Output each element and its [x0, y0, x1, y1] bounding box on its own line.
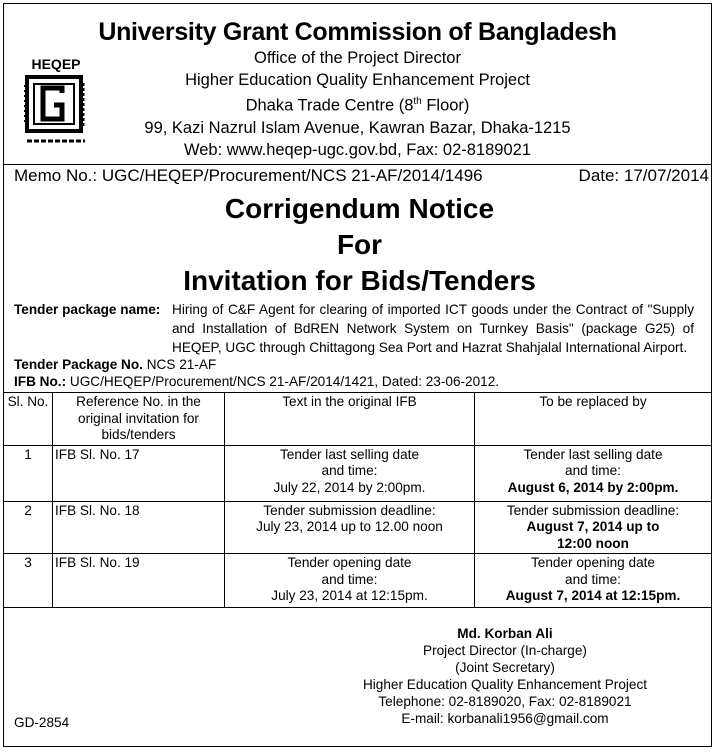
row-reference: IFB Sl. No. 18	[53, 501, 225, 554]
repl-line: Tender opening date	[531, 555, 655, 570]
signatory-project: Higher Education Quality Enhancement Project	[362, 677, 648, 692]
row-reference: IFB Sl. No. 17	[53, 445, 225, 501]
table-row	[4, 445, 712, 501]
repl-line-bold: August 7, 2014 at 12:15pm.	[505, 588, 681, 603]
repl-line-bold: August 6, 2014 by 2:00pm.	[507, 479, 679, 495]
package-name-text: Hiring of C&F Agent for clearing of imported ICT goods under the Contract of "Supply and Installation of BdREN Network System on Turnkey Basis" (package G25) of HEQEP, UGC through Chittagong Sea Port and Hazrat Shahjalal International Airport.	[172, 302, 694, 355]
package-no-value: NCS 21-AF	[142, 357, 217, 372]
gd-code: GD-2854	[14, 715, 70, 730]
row-original-text	[225, 445, 475, 501]
institution-title: University Grant Commission of Bangladesh	[98, 18, 617, 46]
orig-line: July 22, 2014 by 2:00pm.	[273, 479, 426, 495]
signature-block	[340, 625, 670, 727]
location-sup: th	[413, 96, 422, 107]
notice-for: For	[336, 229, 383, 260]
header-reference: Reference No. in the original invitation for bids/tenders	[53, 393, 225, 446]
memo-date: Date: 17/07/2014	[578, 166, 709, 185]
location-prefix: Dhaka Trade Centre (8	[245, 96, 414, 115]
corrigendum-table	[3, 392, 712, 608]
signatory-title: Project Director (In-charge)	[423, 643, 587, 658]
orig-line: and time:	[321, 571, 378, 587]
repl-line: and time:	[565, 463, 621, 478]
row-sl: 1	[4, 445, 53, 501]
orig-line: Tender last selling date	[279, 446, 420, 462]
row-reference: IFB Sl. No. 19	[53, 554, 225, 608]
repl-line: and time:	[565, 571, 621, 587]
repl-line: Tender submission deadline:	[506, 502, 680, 518]
ifb-value: UGC/HEQEP/Procurement/NCS 21-AF/2014/1421, Dated: 23-06-2012.	[66, 374, 500, 389]
office-line: Office of the Project Director	[254, 49, 461, 67]
orig-line: and time:	[321, 463, 378, 478]
location-suffix: Floor)	[421, 96, 470, 115]
orig-line: Tender opening date	[287, 555, 412, 570]
notice-subtitle: Invitation for Bids/Tenders	[183, 265, 536, 296]
row-original-text	[225, 554, 475, 608]
row-replacement	[475, 554, 712, 608]
letterhead-text	[3, 17, 712, 161]
memo-number: Memo No.: UGC/HEQEP/Procurement/NCS 21-AF/2014/1496	[14, 166, 483, 185]
orig-line: July 23, 2014 at 12:15pm.	[271, 588, 428, 603]
row-original-text	[225, 501, 475, 554]
address-line: 99, Kazi Nazrul Islam Avenue, Kawran Bazar, Dhaka-1215	[144, 118, 571, 137]
row-sl: 3	[4, 554, 53, 608]
project-line: Higher Education Quality Enhancement Project	[185, 71, 530, 89]
tender-package-number	[14, 357, 216, 372]
location-line	[3, 91, 712, 117]
package-no-label: Tender Package No.	[14, 357, 143, 372]
repl-line-bold: 12:00 noon	[557, 535, 629, 551]
header-original-text: Text in the original IFB	[225, 393, 475, 446]
notice-heading	[0, 191, 719, 299]
header-sl: Sl. No.	[4, 393, 53, 446]
signatory-email: E-mail: korbanali1956@gmail.com	[401, 711, 609, 726]
tender-package-name	[14, 300, 694, 357]
letterhead	[3, 3, 712, 165]
notice-title: Corrigendum Notice	[224, 193, 495, 224]
logo-text: HEQEP	[31, 56, 81, 72]
repl-line: Tender last selling date	[523, 446, 663, 462]
ifb-label: IFB No.:	[14, 374, 67, 389]
header-replacement: To be replaced by	[475, 393, 712, 446]
table-row	[4, 554, 712, 608]
ifb-number	[14, 374, 499, 389]
memo-row	[3, 165, 712, 189]
orig-line: Tender submission deadline:	[263, 502, 436, 518]
signatory-name: Md. Korban Ali	[457, 626, 553, 641]
table-row	[4, 501, 712, 554]
table-header-row	[4, 393, 712, 446]
repl-line-bold: August 7, 2014 up to	[526, 519, 660, 534]
package-name-label: Tender package name:	[14, 302, 161, 317]
signatory-phone: Telephone: 02-8189020, Fax: 02-8189021	[378, 694, 632, 709]
orig-line: July 23, 2014 up to 12.00 noon	[256, 519, 443, 534]
signatory-rank: (Joint Secretary)	[455, 660, 555, 675]
web-fax-line: Web: www.heqep-ugc.gov.bd, Fax: 02-8189021	[183, 140, 532, 159]
row-replacement	[475, 501, 712, 554]
row-replacement	[475, 445, 712, 501]
row-sl: 2	[4, 501, 53, 554]
